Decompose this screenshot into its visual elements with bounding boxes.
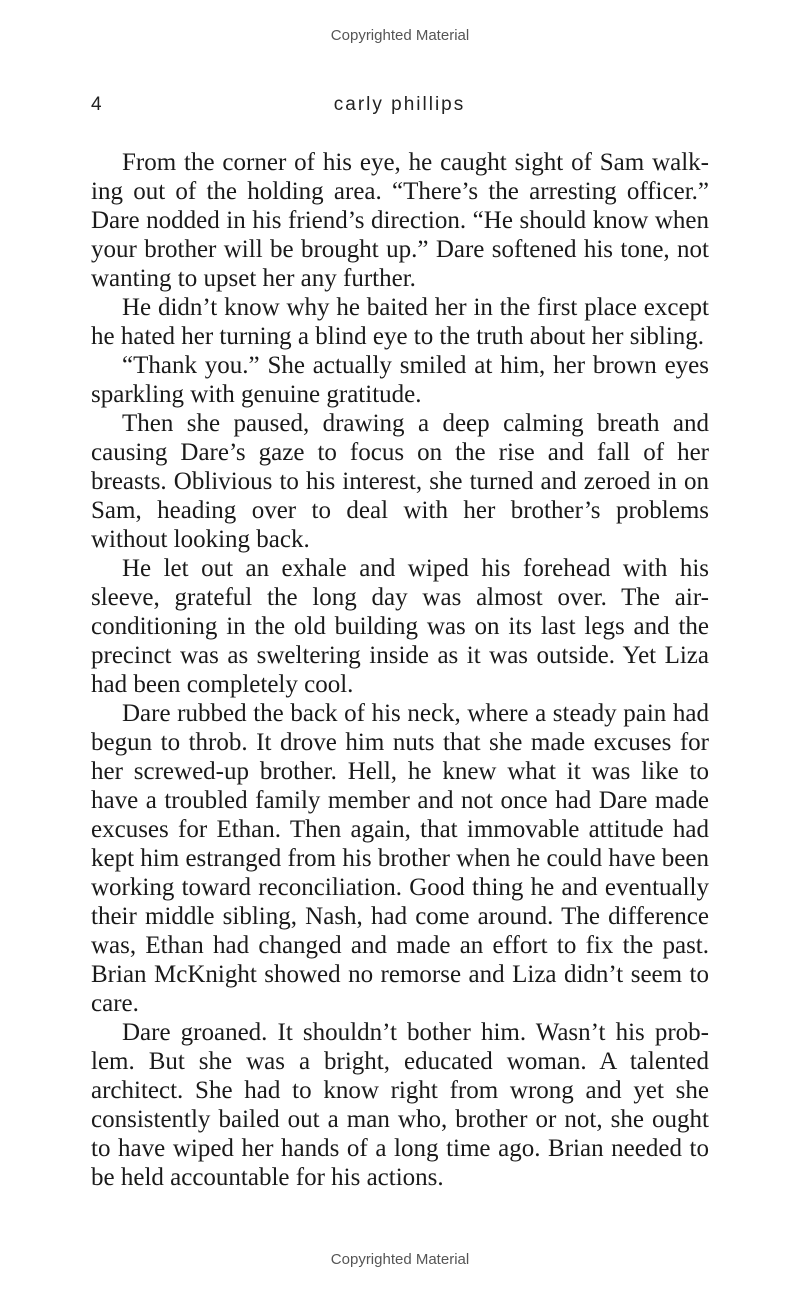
paragraph: From the corner of his eye, he caught sight of Sam walking out of the holding area. “There’s the arresting officer.” Dare nodded in his friend’s direction. “He should know when your brother will be brought up.” Dare softened his tone, not wanting to upset her any further. bbox=[91, 149, 709, 292]
paragraph: “Thank you.” She actually smiled at him, her brown eyes sparkling with genuine gratitude. bbox=[91, 352, 709, 408]
body-text bbox=[91, 148, 709, 1192]
running-head bbox=[91, 94, 708, 120]
copyright-watermark-top: Copyrighted Material bbox=[330, 27, 470, 44]
copyright-watermark-bottom: Copyrighted Material bbox=[330, 1251, 470, 1268]
paragraph: Dare rubbed the back of his neck, where a steady pain had begun to throb. It drove him nuts that she made excuses for her screwed-up brother. Hell, he knew what it was like to have a troubled family member and not once had Dare made excuses for Ethan. Then again, that immovable attitude had kept him estranged from his brother when he could have been working toward reconciliation. Good thing he and eventually their middle sibling, Nash, had come around. The difference was, Ethan had changed and made an effort to fix the past. Brian McKnight showed no remorse and Liza didn’t seem to care. bbox=[91, 700, 709, 1017]
page-number: 4 bbox=[91, 94, 102, 115]
paragraph: Then she paused, drawing a deep calming breath and causing Dare’s gaze to focus on the rise and fall of her breasts. Oblivious to his interest, she turned and zeroed in on Sam, heading over to deal with her brother’s problems without looking back. bbox=[91, 410, 709, 553]
running-head-author: carly phillips bbox=[333, 94, 466, 115]
paragraph: Dare groaned. It shouldn’t bother him. Wasn’t his problem. But she was a bright, educated woman. A talented architect. She had to know right from wrong and yet she consistently bailed out a man who, brother or not, she ought to have wiped her hands of a long time ago. Brian needed to be held accountable for his actions. bbox=[91, 1019, 709, 1191]
paragraph: He didn’t know why he baited her in the first place except he hated her turning a blind eye to the truth about her sibling. bbox=[91, 294, 709, 350]
paragraph: He let out an exhale and wiped his forehead with his sleeve, grateful the long day was almost over. The air-​conditioning in the old building was on its last legs and the precinct was as sweltering inside as it was outside. Yet Liza had been completely cool. bbox=[91, 555, 709, 698]
